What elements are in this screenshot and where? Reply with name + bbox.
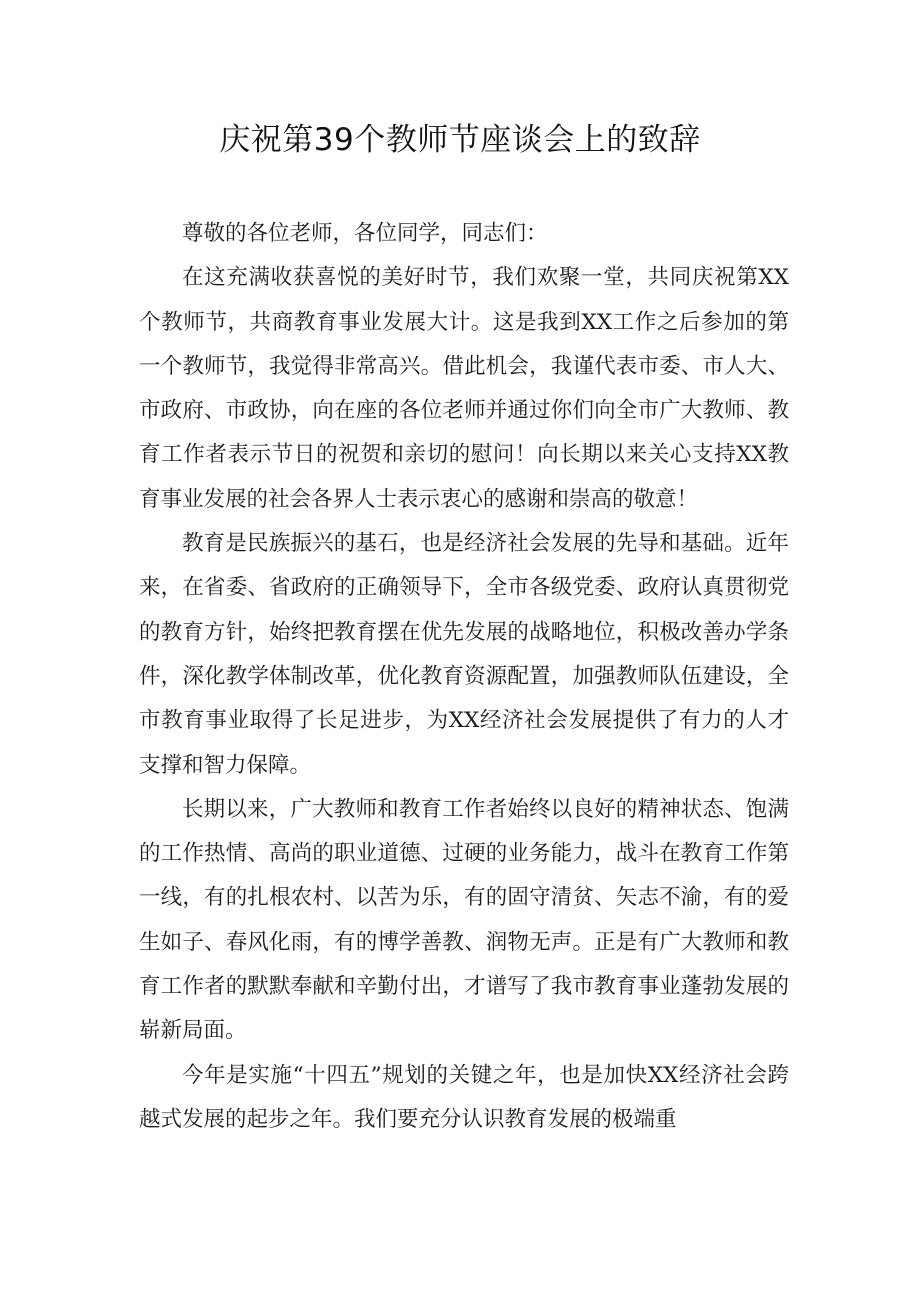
paragraph: 教育是民族振兴的基石，也是经济社会发展的先导和基础。近年来，在省委、省政府的正确领导下，全市各级党委、政府认真贯彻党的教育方针，始终把教育摆在优先发展的战略地位，积极改善办学条件，深化教学体制改革，优化教育资源配置，加强教师队伍建设，全市教育事业取得了长足进步，为XX经济社会发展提供了有力的人才支撑和智力保障。 xyxy=(139,531,789,778)
document-title: 庆祝第39个教师节座谈会上的致辞 xyxy=(219,122,701,158)
paragraph: 在这充满收获喜悦的美好时节，我们欢聚一堂，共同庆祝第XX个教师节，共商教育事业发展大计。这是我到XX工作之后参加的第一个教师节，我觉得非常高兴。借此机会，我谨代表市委、市人大、市政府、市政协，向在座的各位老师并通过你们向全市广大教师、教育工作者表示节日的祝贺和亲切的慰问！向长期以来关心支持XX教育事业发展的社会各界人士表示衷心的感谢和崇高的敬意！ xyxy=(139,265,789,512)
paragraph-salutation: 尊敬的各位老师，各位同学，同志们： xyxy=(182,221,548,246)
paragraph: 今年是实施“十四五”规划的关键之年，也是加快XX经济社会跨越式发展的起步之年。我们要充分认识教育发展的极端重 xyxy=(139,1062,789,1132)
paragraph: 长期以来，广大教师和教育工作者始终以良好的精神状态、饱满的工作热情、高尚的职业道德、过硬的业务能力，战斗在教育工作第一线，有的扎根农村、以苦为乐，有的固守清贫、矢志不渝，有的爱生如子、春风化雨，有的博学善教、润物无声。正是有广大教师和教育工作者的默默奉献和辛勤付出，才谱写了我市教育事业蓬勃发展的崭新局面。 xyxy=(139,796,789,1044)
document-body xyxy=(139,212,789,1142)
